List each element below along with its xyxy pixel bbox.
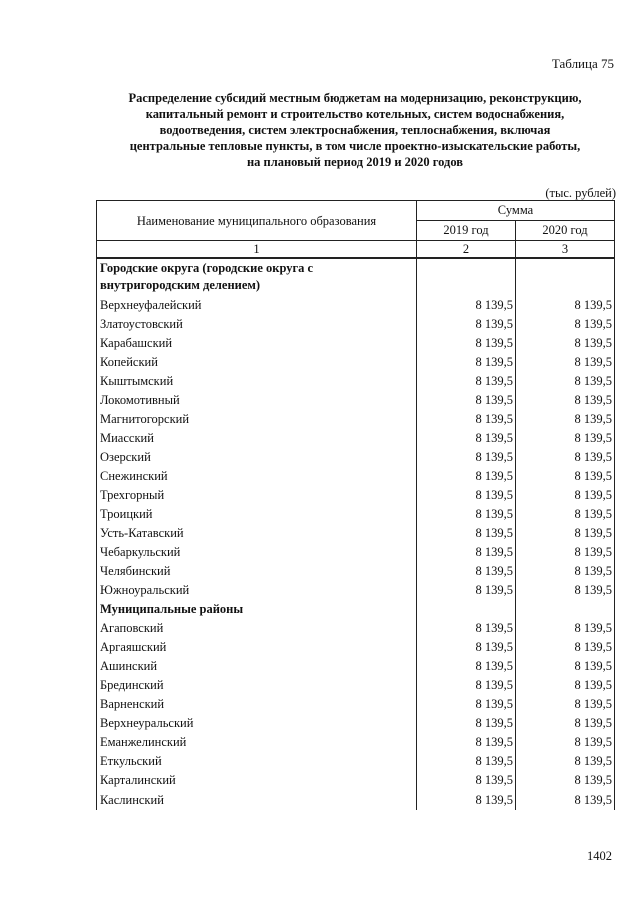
amount-2020: 8 139,5 [516,410,615,429]
table-row [97,410,615,429]
table-row [97,391,615,410]
municipality-name: Карабашский [97,334,417,353]
table-row [97,581,615,600]
amount-2020: 8 139,5 [516,581,615,600]
section-header-row [97,600,615,619]
amount-2020: 8 139,5 [516,467,615,486]
empty-cell [417,600,516,619]
municipality-name: Еткульский [97,752,417,771]
municipality-name: Каслинский [97,790,417,810]
municipality-name: Верхнеуральский [97,714,417,733]
municipality-name: Брединский [97,676,417,695]
amount-2019: 8 139,5 [417,391,516,410]
amount-2020: 8 139,5 [516,752,615,771]
amount-2019: 8 139,5 [417,771,516,790]
amount-2019: 8 139,5 [417,429,516,448]
amount-2020: 8 139,5 [516,448,615,467]
table-row [97,353,615,372]
municipality-name: Магнитогорский [97,410,417,429]
amount-2019: 8 139,5 [417,638,516,657]
title-line: на плановый период 2019 и 2020 годов [246,155,464,169]
amount-2020: 8 139,5 [516,638,615,657]
municipality-name: Верхнеуфалейский [97,296,417,315]
column-number: 1 [97,241,417,259]
table-row [97,562,615,581]
municipality-name: Локомотивный [97,391,417,410]
municipality-name: Трехгорный [97,486,417,505]
amount-2019: 8 139,5 [417,733,516,752]
municipality-name: Снежинский [97,467,417,486]
table-label: Таблица 75 [551,56,614,71]
amount-2019: 8 139,5 [417,524,516,543]
amount-2020: 8 139,5 [516,353,615,372]
table-row [97,334,615,353]
header-year-2019: 2019 год [417,221,516,241]
amount-2019: 8 139,5 [417,657,516,676]
amount-2020: 8 139,5 [516,372,615,391]
municipality-name: Еманжелинский [97,733,417,752]
municipality-name: Челябинский [97,562,417,581]
table-row [97,486,615,505]
header-year-2020: 2020 год [516,221,615,241]
column-number: 2 [417,241,516,259]
unit-label: (тыс. рублей) [545,186,616,200]
amount-2020: 8 139,5 [516,657,615,676]
table-body [97,258,615,810]
amount-2019: 8 139,5 [417,334,516,353]
table-row [97,657,615,676]
amount-2019: 8 139,5 [417,714,516,733]
amount-2020: 8 139,5 [516,296,615,315]
municipality-name: Южноуральский [97,581,417,600]
table-row [97,695,615,714]
amount-2019: 8 139,5 [417,790,516,810]
amount-2019: 8 139,5 [417,296,516,315]
municipality-name: Златоустовский [97,315,417,334]
municipality-name: Усть-Катавский [97,524,417,543]
amount-2019: 8 139,5 [417,543,516,562]
section-title: Муниципальные районы [97,600,417,619]
table-row [97,790,615,810]
table-row [97,752,615,771]
table-row [97,505,615,524]
municipality-name: Ашинский [97,657,417,676]
amount-2019: 8 139,5 [417,315,516,334]
table-row [97,372,615,391]
header-name: Наименование муниципального образования [97,201,417,241]
amount-2020: 8 139,5 [516,543,615,562]
subsidy-table [96,200,615,810]
empty-cell [417,258,516,296]
amount-2020: 8 139,5 [516,505,615,524]
municipality-name: Копейский [97,353,417,372]
title-line: водоотведения, систем электроснабжения, теплоснабжения, включая [159,123,551,137]
document-title [96,90,614,170]
municipality-name: Кыштымский [97,372,417,391]
amount-2020: 8 139,5 [516,619,615,638]
page-number: 1402 [587,849,612,863]
municipality-name: Варненский [97,695,417,714]
column-number: 3 [516,241,615,259]
amount-2019: 8 139,5 [417,353,516,372]
amount-2020: 8 139,5 [516,429,615,448]
table-row [97,524,615,543]
municipality-name: Аргаяшский [97,638,417,657]
amount-2020: 8 139,5 [516,733,615,752]
amount-2020: 8 139,5 [516,695,615,714]
amount-2019: 8 139,5 [417,486,516,505]
amount-2020: 8 139,5 [516,714,615,733]
amount-2019: 8 139,5 [417,695,516,714]
amount-2019: 8 139,5 [417,676,516,695]
amount-2020: 8 139,5 [516,486,615,505]
table-row [97,619,615,638]
section-title: Городские округа (городские округа с внутригородским делением) [97,258,417,296]
amount-2020: 8 139,5 [516,334,615,353]
section-header-row [97,258,615,296]
table-row [97,315,615,334]
amount-2019: 8 139,5 [417,619,516,638]
table-row [97,733,615,752]
amount-2020: 8 139,5 [516,771,615,790]
amount-2020: 8 139,5 [516,524,615,543]
amount-2020: 8 139,5 [516,315,615,334]
municipality-name: Чебаркульский [97,543,417,562]
table-row [97,714,615,733]
table-row [97,676,615,695]
amount-2019: 8 139,5 [417,505,516,524]
header-sum: Сумма [417,201,615,221]
empty-cell [516,600,615,619]
municipality-name: Агаповский [97,619,417,638]
table-row [97,296,615,315]
title-line: Распределение субсидий местным бюджетам на модернизацию, реконструкцию, [128,91,582,105]
table-row [97,467,615,486]
table-row [97,448,615,467]
municipality-name: Троицкий [97,505,417,524]
amount-2019: 8 139,5 [417,752,516,771]
title-line: капитальный ремонт и строительство котельных, систем водоснабжения, [145,107,565,121]
amount-2019: 8 139,5 [417,562,516,581]
amount-2019: 8 139,5 [417,410,516,429]
table-row [97,638,615,657]
amount-2019: 8 139,5 [417,467,516,486]
table-row [97,771,615,790]
municipality-name: Миасский [97,429,417,448]
municipality-name: Озерский [97,448,417,467]
subsidy-table-container [96,200,614,810]
title-line: центральные тепловые пункты, в том числе проектно-изыскательские работы, [129,139,581,153]
amount-2019: 8 139,5 [417,372,516,391]
municipality-name: Карталинский [97,771,417,790]
amount-2020: 8 139,5 [516,562,615,581]
table-row [97,543,615,562]
empty-cell [516,258,615,296]
amount-2019: 8 139,5 [417,448,516,467]
amount-2020: 8 139,5 [516,790,615,810]
amount-2020: 8 139,5 [516,676,615,695]
amount-2020: 8 139,5 [516,391,615,410]
amount-2019: 8 139,5 [417,581,516,600]
table-row [97,429,615,448]
